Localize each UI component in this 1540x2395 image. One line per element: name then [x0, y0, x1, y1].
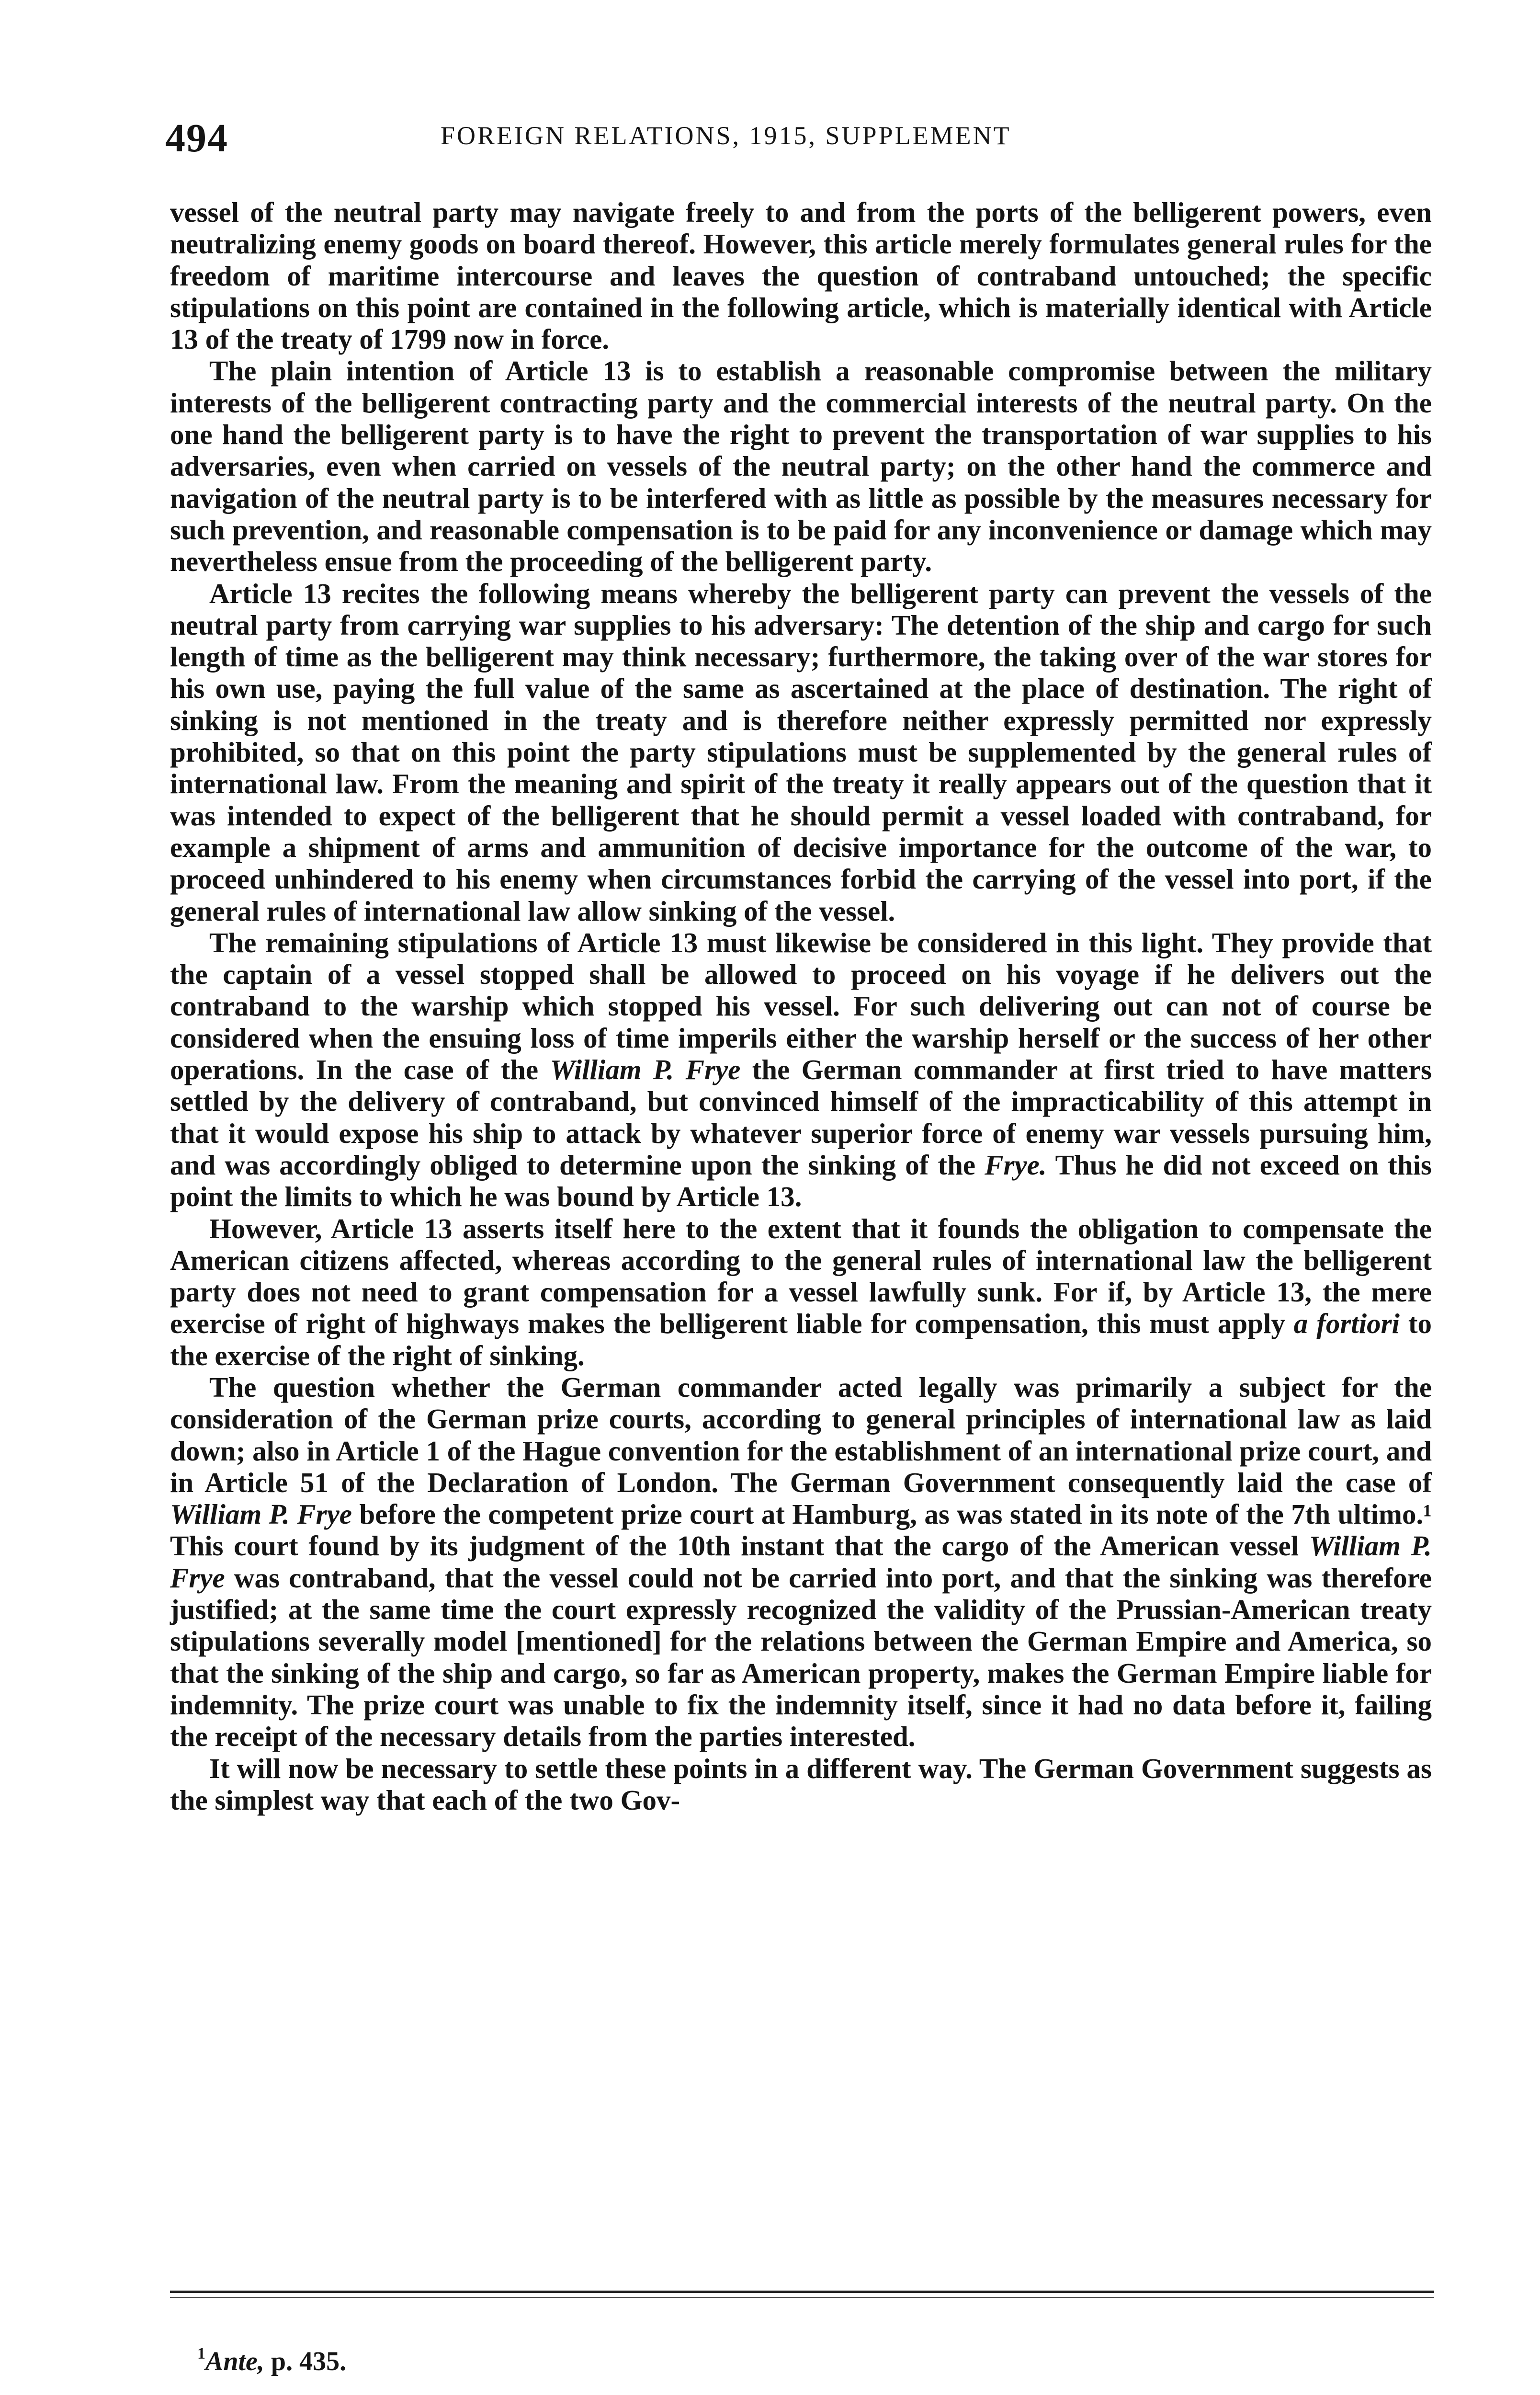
footnote-rule — [170, 2291, 1434, 2293]
italic-text: William P. Frye — [550, 1054, 741, 1086]
paragraph-text: The plain intention of Article 13 is to establish a reasonable compromise between the military interests of the belligerent contracting party and the commercial interests of the neutral party. On the one hand the belligerent party is to have the right to prevent the transportation of war supplies to his adversaries, even when carried on vessels of the neutral party; on the other hand the commerce and navigation of the neutral party is to be interfered with as little as possible by the measures necessary for such prevention, and reasonable compensation is to be paid for any inconvenience or damage which may nevertheless ensue from the proceeding of the belligerent party. — [170, 355, 1432, 578]
paragraph-text: The question whether the German commander acted legally was primarily a subject for the consideration of the German prize courts, according to general principles of international law as laid down; also in Article 1 of the Hague convention for the establishment of an international prize court, and in Article 51 of the Declaration of London. The German Government consequently laid the case of — [170, 1371, 1432, 1498]
footnote — [197, 2345, 346, 2377]
paragraph-text: was contraband, that the vessel could not be carried into port, and that the sinking was therefore justified; at the same time the court expressly recognized the validity of the Prussian-American treaty stipulations severally model [mentioned] for the relations between the German Empire and America, so that the sinking of the ship and cargo, so far as American property, makes the German Empire liable for indemnity. The prize court was unable to fix the indemnity itself, since it had no data before it, failing the receipt of the necessary details from the parties interested. — [170, 1562, 1432, 1753]
paragraph-text: to the exercise of the right of sinking. — [170, 1308, 1432, 1371]
italic-text: a fortiori — [1293, 1308, 1400, 1340]
italic-text: Frye. — [985, 1149, 1047, 1181]
paragraph-text: the German commander at first tried to have matters settled by the delivery of contraband, but convinced himself of the impracticability of this attempt in that it would expose his ship to attack by whatever superior force of enemy war vessels pursuing him, and was accordingly obliged to determine upon the sinking of the — [170, 1054, 1432, 1181]
body-text — [170, 196, 1432, 1816]
paragraph-text: The remaining stipulations of Article 13 must likewise be considered in this light. They provide that the captain of a vessel stopped shall be allowed to proceed on his voyage if he delivers out the contraband to the warship which stopped his vessel. For such delivering out can not of course be considered when the ensuing loss of time imperils either the warship herself or the success of her other operations. In the case of the — [170, 926, 1432, 1086]
running-title: FOREIGN RELATIONS, 1915, SUPPLEMENT — [441, 121, 1011, 150]
paragraph-text: Article 13 recites the following means whereby the belligerent party can prevent the vessels of the neutral party from carrying war supplies to his adversary: The detention of the ship and cargo for such length of time as the belligerent may think necessary; furthermore, the taking over of the war stores for his own use, paying the full value of the same as ascertained at the place of destination. The right of sinking is not mentioned in the treaty and is therefore neither expressly permitted nor expressly prohibited, so that on this point the party stipulations must be supplemented by the general rules of international law. From the meaning and spirit of the treaty it really appears out of the question that it was intended to expect of the belligerent that he should permit a vessel loaded with contraband, for example a shipment of arms and ammunition of decisive importance for the outcome of the war, to proceed unhindered to his enemy when circumstances forbid the carrying of the vessel into port, if the general rules of international law allow sinking of the vessel. — [170, 577, 1432, 927]
paragraph — [170, 1753, 1432, 1816]
italic-text: William P. Frye — [170, 1530, 1432, 1594]
page-number: 494 — [165, 116, 228, 160]
footnote-rule-thin — [170, 2297, 1434, 2298]
paragraph — [170, 355, 1432, 577]
paragraph-text: vessel of the neutral party may navigate freely to and from the ports of the belligerent powers, even neutralizing enemy goods on board thereof. However, this article merely formulates general rules for the freedom of maritime intercourse and leaves the question of contraband untouched; the specific stipulations on this point are contained in the following article, which is materially identical with Article 13 of the treaty of 1799 now in force. — [170, 196, 1432, 355]
paragraph — [170, 196, 1432, 355]
paragraph-text: However, Article 13 asserts itself here to the extent that it founds the obligation to compensate the American citizens affected, whereas according to the general rules of international law the belligerent party does not need to grant compensation for a vessel lawfully sunk. For if, by Article 13, the mere exercise of right of highways makes the belligerent liable for compensation, this must apply — [170, 1212, 1432, 1340]
paragraph — [170, 927, 1432, 1213]
paragraph-text: before the competent prize court at Hamburg, as was stated in its note of the 7th ultimo.¹ This court found by its judgment of the 10th instant that the cargo of the American vessel — [170, 1498, 1432, 1562]
footnote-text: p. 435. — [264, 2347, 347, 2376]
paragraph — [170, 1213, 1432, 1371]
paragraph — [170, 578, 1432, 927]
paragraph-text: Thus he did not exceed on this point the limits to which he was bound by Article 13. — [170, 1149, 1432, 1213]
italic-text: William P. Frye — [170, 1498, 352, 1530]
page-header — [165, 115, 1434, 163]
paragraph-text: It will now be necessary to settle these points in a different way. The German Government suggests as the simplest way that each of the two Gov- — [170, 1752, 1432, 1816]
paragraph — [170, 1371, 1432, 1753]
footnote-marker: 1 — [197, 2345, 205, 2362]
footnote-ante: Ante, — [205, 2347, 264, 2376]
